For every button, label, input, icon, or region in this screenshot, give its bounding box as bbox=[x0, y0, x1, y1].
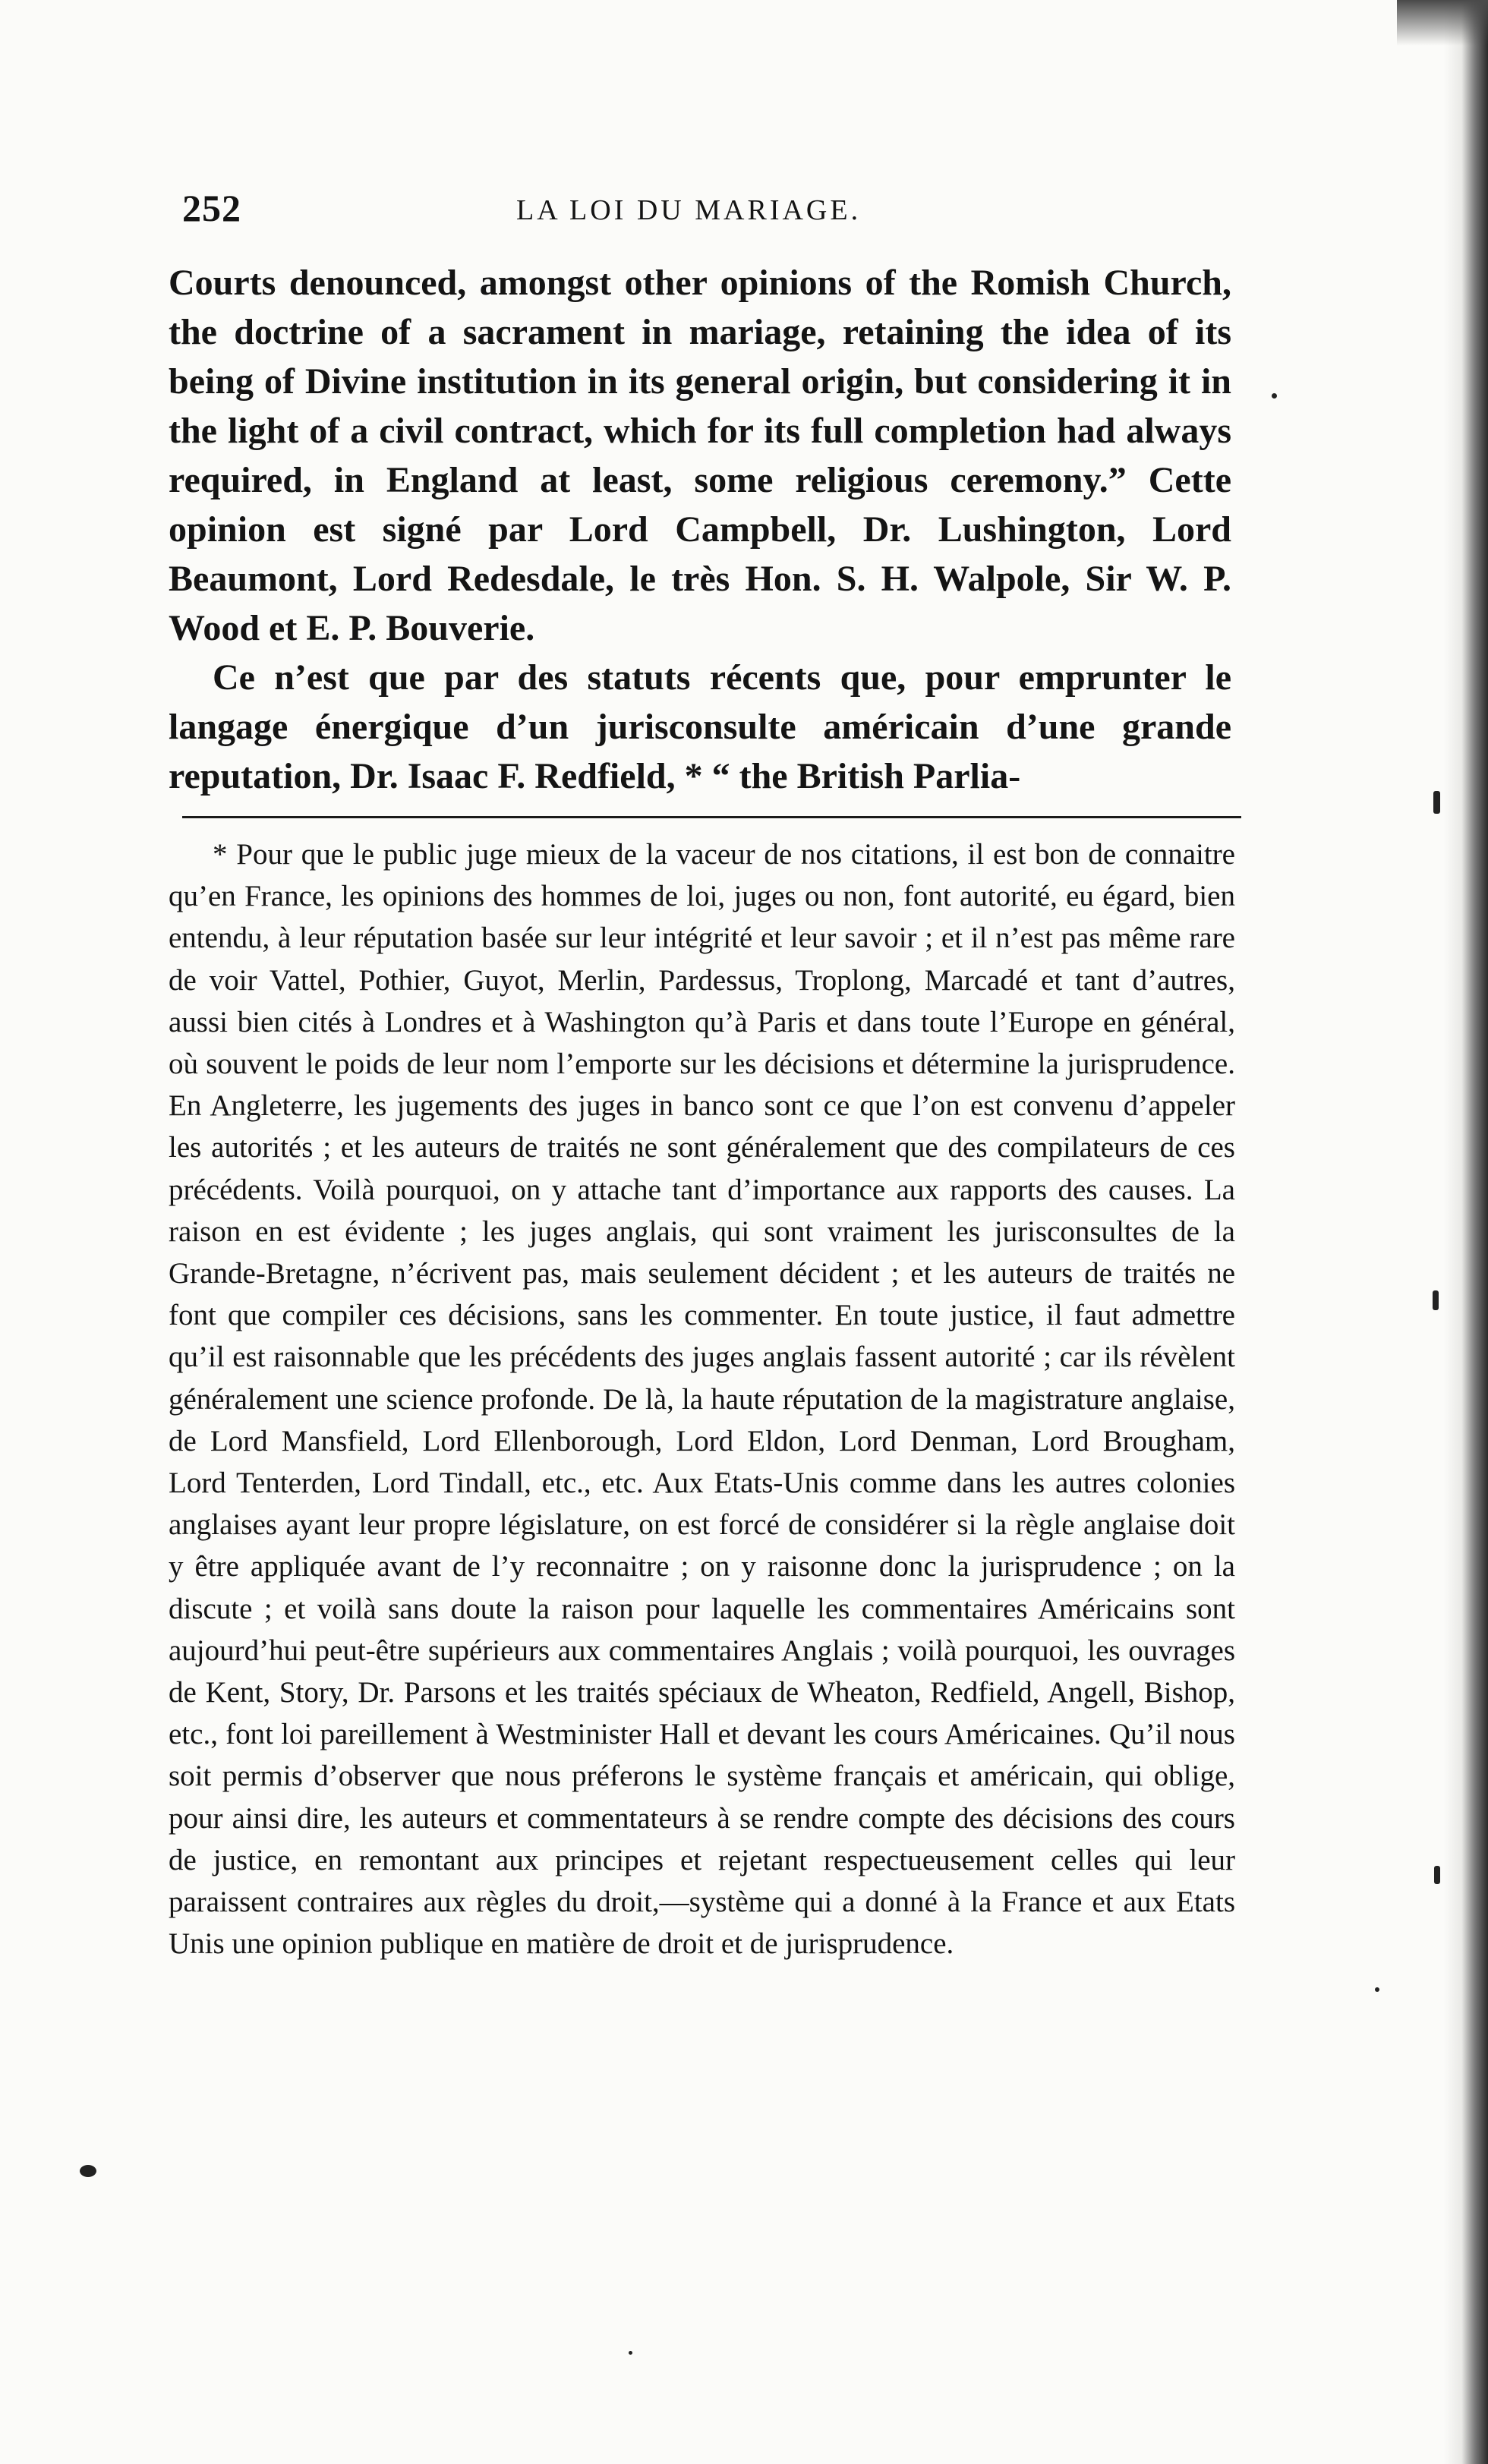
edge-mark bbox=[1433, 791, 1440, 814]
footnote-divider bbox=[182, 816, 1241, 818]
edge-mark bbox=[1433, 1290, 1439, 1310]
footnote bbox=[169, 833, 1235, 1965]
page-edge-shadow bbox=[1444, 0, 1488, 2464]
running-title: LA LOI DU MARIAGE. bbox=[516, 194, 862, 226]
ink-blot bbox=[80, 2165, 96, 2177]
paragraph-2: Ce n’est que par des statuts récents que, pour emprunter le langage énergique d’un jurisconsulte américain d’une grande reputation, Dr. Isaac F. Redfield, * “ the British Parlia- bbox=[169, 657, 1231, 796]
speck-mark bbox=[1272, 393, 1277, 399]
speck-mark bbox=[1375, 1987, 1379, 1992]
page-corner-shadow bbox=[1397, 0, 1488, 46]
edge-mark bbox=[1434, 1866, 1440, 1884]
page-number: 252 bbox=[182, 187, 241, 229]
speck-mark bbox=[629, 2351, 632, 2355]
footnote-text: * Pour que le public juge mieux de la vaceur de nos citations, il est bon de connaitre qu’en France, les opinions des hommes de loi, juges ou non, font autorité, eu égard, bien entendu, à leur réputation basée sur leur intégrité et leur savoir ; et il n’est pas même rare de voir Vattel, Pothier, Guyot, Merlin, Pardessus, Troplong, Marcadé et tant d’autres, aussi bien cités à Londres et à Washington qu’à Paris et dans toute l’Europe en général, où souvent le poids de leur nom l’emporte sur les décisions et détermine la jurisprudence. En Angleterre, les jugements des juges in banco sont ce que l’on est convenu d’appeler les autorités ; et les auteurs de traités ne sont généralement que des compilateurs de ces précédents. Voilà pourquoi, on y attache tant d’importance aux rapports des causes. La raison en est évidente ; les juges anglais, qui sont vraiment les jurisconsultes de la Grande-Bretagne, n’écrivent pas, mais seulement décident ; et les auteurs de traités ne font que compiler ces décisions, sans les commenter. En toute justice, il faut admettre qu’il est raisonnable que les précédents des juges anglais fassent autorité ; car ils révèlent généralement une science profonde. De là, la haute réputation de la magistrature anglaise, de Lord Mansfield, Lord Ellenborough, Lord Eldon, Lord Denman, Lord Brougham, Lord Tenterden, Lord Tindall, etc., etc. Aux Etats-Unis comme dans les autres colonies anglaises ayant leur propre législature, on est forcé de considérer si la règle anglaise doit y être appliquée avant de l’y reconnaitre ; on y raisonne donc la jurisprudence ; on la discute ; et voilà sans doute la raison pour laquelle les commentaires Américains sont aujourd’hui peut-être supérieurs aux commentaires Anglais ; voilà pourquoi, les ouvrages de Kent, Story, Dr. Parsons et les traités spéciaux de Wheaton, Redfield, Angell, Bishop, etc., font loi pareillement à Westminister Hall et devant les cours Américaines. Qu’il nous soit permis d’observer que nous préferons le système français et américain, qui oblige, pour ainsi dire, les auteurs et commentateurs à se rendre compte des décisions des cours de justice, en remontant aux principes et rejetant respectueusement celles qui leur paraissent contraires aux règles du droit,—système qui a donné à la France et aux Etats Unis une opinion publique en matière de droit et de jurisprudence. bbox=[169, 838, 1235, 1961]
main-text bbox=[169, 258, 1231, 801]
paragraph-1: Courts denounced, amongst other opinions of the Romish Church, the doctrine of a sacrament in mariage, retaining the idea of its being of Divine institution in its general origin, but considering it in the light of a civil contract, which for its full completion had always required, in England at least, some religious ceremony.” Cette opinion est signé par Lord Campbell, Dr. Lushington, Lord Beaumont, Lord Redesdale, le très Hon. S. H. Walpole, Sir W. P. Wood et E. P. Bouverie. bbox=[169, 263, 1231, 648]
running-header bbox=[182, 186, 1234, 239]
